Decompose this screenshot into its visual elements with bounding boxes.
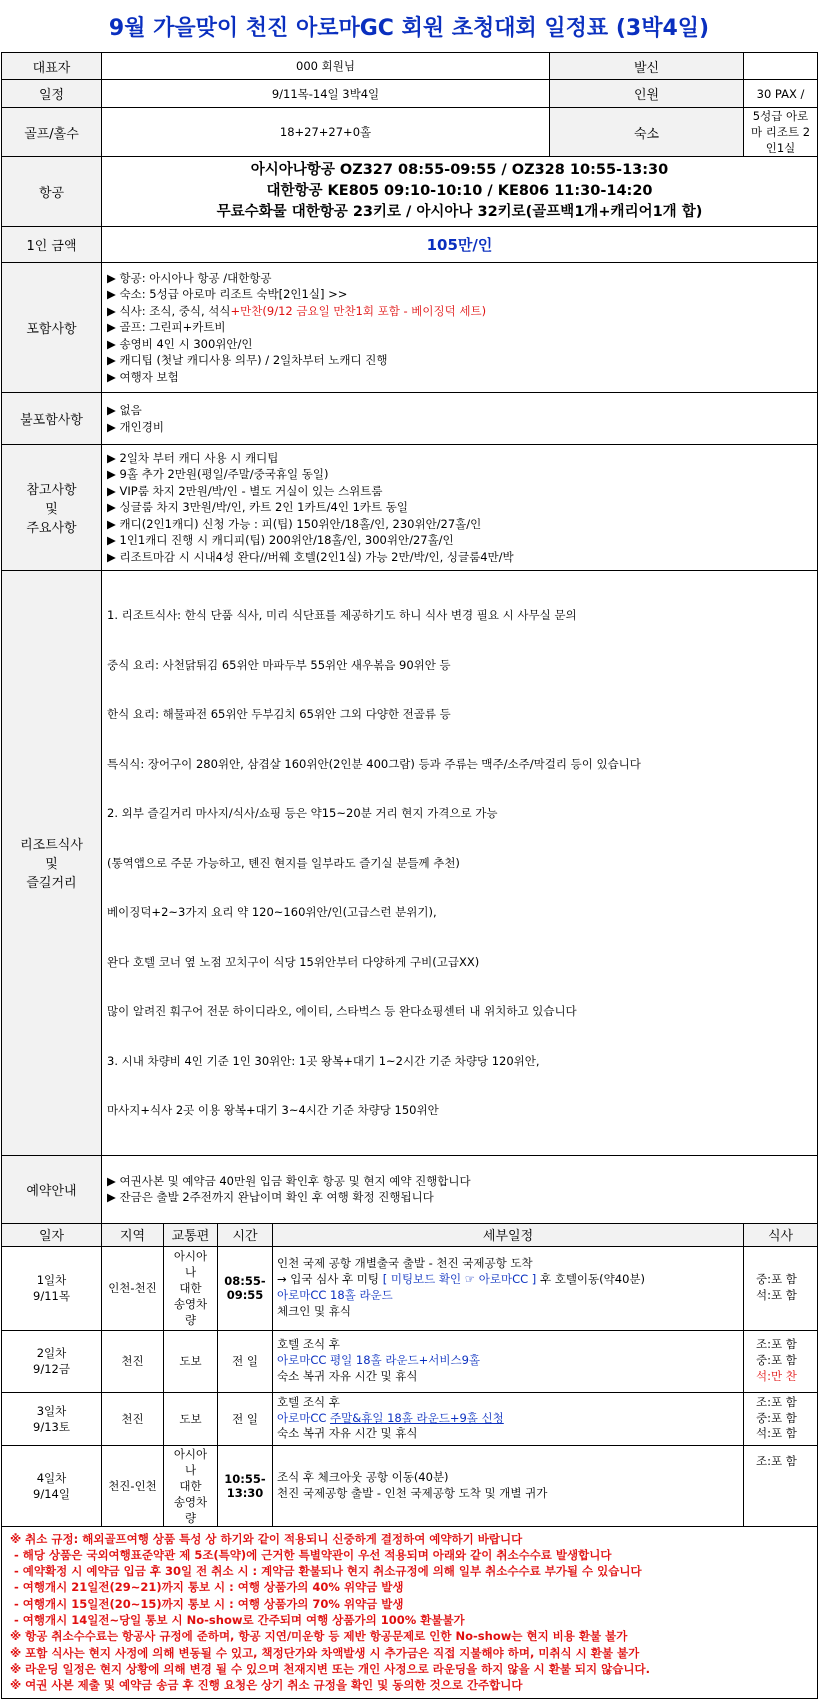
included-list xyxy=(102,263,818,393)
list-item: 2. 외부 즐길거리 마사지/식사/쇼핑 등은 약15~20분 거리 현지 가격으로 가능 xyxy=(107,806,498,820)
meal-cell: 중:포 함 석:포 함 xyxy=(744,1246,818,1330)
flight-info xyxy=(102,157,818,227)
list-item: ▶ 캐디(2인1캐디) 신청 가능 : 피(팁) 150위안/18홀/인, 230위안/27홀/인 xyxy=(107,516,482,531)
list-item: ▶ 9홀 추가 2만원(평일/주말/중국휴일 동일) xyxy=(107,467,329,482)
meal-cell: 조:포 함 중:포 함 석:만 찬 xyxy=(744,1330,818,1392)
list-item: 마사지+식사 2곳 이용 왕복+대기 3~4시간 기준 차량당 150위안 xyxy=(107,1103,439,1117)
info-row-representative xyxy=(2,53,818,80)
cancellation-notes xyxy=(2,1526,818,1698)
day-cell: 4일차 9/14일 xyxy=(2,1445,102,1526)
time-cell: 10:55- 13:30 xyxy=(218,1445,273,1526)
dinner-note: +만찬(9/12 금요일 만찬1회 포함 - 베이징덕 세트) xyxy=(230,303,487,318)
hotel-value: 5성급 아로마 리조트 2인1실 xyxy=(744,108,818,157)
list-item: ▶ 여행자 보험 xyxy=(107,369,179,384)
list-item: ▶ 여권사본 및 예약금 40만원 입금 확인후 항공 및 현지 예약 진행합니다 xyxy=(107,1173,471,1188)
reference-label: 참고사항 및 주요사항 xyxy=(2,445,102,571)
list-item: 베이징덕+2~3가지 요리 약 120~160위안/인(고급스런 분위기), xyxy=(107,905,437,919)
people-value: 30 PAX / xyxy=(744,80,818,108)
resort-label: 리조트식사 및 즐길거리 xyxy=(2,571,102,1156)
list-item: ▶ 잔금은 출발 2주전까지 완납이며 확인 후 여행 확정 진행됩니다 xyxy=(107,1190,434,1204)
list-item: ▶ 항공: 아시아나 항공 /대한항공 xyxy=(107,270,272,285)
list-item: ▶ 개인경비 xyxy=(107,419,164,434)
header-transport: 교통편 xyxy=(164,1223,218,1246)
booking-row xyxy=(2,1155,818,1223)
list-item: ▶ VIP룸 차지 2만원/박/인 - 별도 거실이 있는 스위트룸 xyxy=(107,483,383,498)
schedule-value: 9/11목-14일 3박4일 xyxy=(102,80,550,108)
flight-line-baggage: 무료수화물 대한항공 23키로 / 아시아나 32키로(골프백1개+캐리어1개 합) xyxy=(216,204,703,220)
info-row-golf xyxy=(2,108,818,157)
list-item: 1. 리조트식사: 한식 단품 식사, 미리 식단표를 제공하기도 하니 식사 변경 필요 시 사무실 문의 xyxy=(107,608,577,622)
list-item: ▶ 2일차 부터 캐디 사용 시 캐디팁 xyxy=(107,450,279,465)
note-line: - 여행개시 15일전(20~15)까지 통보 시 : 여행 상품가의 70% 위약금 발생 xyxy=(10,1596,404,1611)
sender-value xyxy=(744,53,818,80)
time-cell: 08:55- 09:55 xyxy=(218,1246,273,1330)
transport-cell: 도보 xyxy=(164,1392,218,1445)
note-line: - 예약확정 시 예약금 입금 후 30일 전 취소 시 : 계약금 환불되나 현지 취소규정에 의해 일부 취소수수료 부가될 수 있습니다 xyxy=(10,1564,642,1579)
transport-cell: 아시아나 대한 송영차량 xyxy=(164,1445,218,1526)
flight-line-asiana: 아시아나항공 OZ327 08:55-09:55 / OZ328 10:55-13:30 xyxy=(250,162,669,178)
region-cell: 천진-인천 xyxy=(102,1445,164,1526)
list-item: 완다 호텔 코너 옆 노점 꼬치구이 식당 15위안부터 다양하게 구비(고급XX) xyxy=(107,954,480,969)
list-item: ▶ 숙소: 5성급 아로마 리조트 숙박[2인1실] >> xyxy=(107,287,348,302)
list-item: ▶ 1인1캐디 진행 시 캐디피(팁) 200위안/18홀/인, 300위안/27홀/인 xyxy=(107,533,454,548)
price-label: 1인 금액 xyxy=(2,227,102,263)
list-item: (통역앱으로 주문 가능하고, 톈진 현지를 일부라도 즐기실 분들께 추천) xyxy=(107,855,460,870)
hotel-label: 숙소 xyxy=(550,108,744,157)
golf-value: 18+27+27+0홀 xyxy=(102,108,550,157)
schedule-header-row xyxy=(2,1223,818,1246)
excluded-list xyxy=(102,393,818,445)
booking-list xyxy=(102,1155,818,1223)
list-item: ▶ 없음 xyxy=(107,403,142,417)
page-title: 9월 가을맞이 천진 아로마GC 회원 초청대회 일정표 (3박4일) xyxy=(108,15,710,41)
detail-cell: 조식 후 체크아웃 공항 이동(40분) 천진 국제공항 출발 - 인천 국제공항 도착 및 개별 귀가 xyxy=(273,1445,744,1526)
flight-line-korean-air: 대한항공 KE805 09:10-10:10 / KE806 11:30-14:20 xyxy=(266,183,653,199)
list-item: ▶ 캐디팁 (첫날 캐디사용 의무) / 2일차부터 노캐디 진행 xyxy=(107,353,388,368)
schedule-row-day4 xyxy=(2,1445,818,1526)
schedule-label: 일정 xyxy=(2,80,102,108)
note-line: - 여행개시 21일전(29~21)까지 통보 시 : 여행 상품가의 40% 위약금 발생 xyxy=(10,1580,404,1595)
header-time: 시간 xyxy=(218,1223,273,1246)
list-item: 3. 시내 차량비 4인 기준 1인 30위안: 1곳 왕복+대기 1~2시간 기준 차량당 120위안, xyxy=(107,1053,540,1068)
included-label: 포함사항 xyxy=(2,263,102,393)
header-date: 일자 xyxy=(2,1223,102,1246)
flight-row xyxy=(2,157,818,227)
time-cell: 전 일 xyxy=(218,1330,273,1392)
note-line: ※ 취소 규정: 해외골프여행 상품 특성 상 하기와 같이 적용되니 신중하게 결정하여 예약하기 바랍니다 xyxy=(10,1531,523,1546)
detail-cell: 호텔 조식 후 아로마CC 주말&휴일 18홀 라운드+9홀 신청 숙소 복귀 자유 시간 및 휴식 xyxy=(273,1392,744,1445)
header-detail: 세부일정 xyxy=(273,1223,744,1246)
meeting-board-note: [ 미팅보드 확인 ☞ 아로마CC ] xyxy=(382,1272,537,1287)
header-meal: 식사 xyxy=(744,1223,818,1246)
notes-row xyxy=(2,1526,818,1698)
meal-cell: 조:포 함 중:포 함 석:포 함 xyxy=(744,1392,818,1445)
schedule-row-day3 xyxy=(2,1392,818,1445)
day-cell: 3일차 9/13토 xyxy=(2,1392,102,1445)
people-label: 인원 xyxy=(550,80,744,108)
list-item-meals: ▶ 식사: 조식, 중식, 석식+만찬(9/12 금요일 만찬1회 포함 - 베이징덕 세트) xyxy=(107,303,487,318)
rep-value: 000 회원님 xyxy=(102,53,550,80)
list-item: ▶ 송영비 4인 시 300위안/인 xyxy=(107,336,253,351)
note-line: ※ 포함 식사는 현지 사정에 의해 변동될 수 있고, 책정단가와 차액발생 시 추가금은 직접 지불해야 하며, 미취식 시 환불 불가 xyxy=(10,1645,640,1660)
transport-cell: 도보 xyxy=(164,1330,218,1392)
reference-row xyxy=(2,445,818,571)
note-line: - 해당 상품은 국외여행표준약관 제 5조(특약)에 근거한 특별약관이 우선 적용되며 아래와 같이 취소수수료 발생합니다 xyxy=(10,1547,612,1562)
list-item: 한식 요리: 해물파전 65위안 두부김치 65위안 그외 다양한 전골류 등 xyxy=(107,707,451,721)
list-item: 특식식: 장어구이 280위안, 삼겹살 160위안(2인분 400그람) 등과 주류는 맥주/소주/막걸리 등이 있습니다 xyxy=(107,756,641,771)
day-cell: 2일차 9/12금 xyxy=(2,1330,102,1392)
meal-cell: 조:포 함 xyxy=(744,1445,818,1526)
resort-row xyxy=(2,571,818,1156)
reference-list xyxy=(102,445,818,571)
booking-label: 예약안내 xyxy=(2,1155,102,1223)
note-line: ※ 항공 취소수수료는 항공사 규정에 준하며, 항공 지연/미운항 등 제반 항공문제로 인한 No-show는 현지 비용 환불 불가 xyxy=(10,1629,628,1644)
schedule-row-day2 xyxy=(2,1330,818,1392)
header-region: 지역 xyxy=(102,1223,164,1246)
list-item: ▶ 싱글룸 차지 3만원/박/인, 카트 2인 1카트/4인 1카트 동일 xyxy=(107,500,409,515)
transport-cell: 아시아나 대한 송영차량 xyxy=(164,1246,218,1330)
day-cell: 1일차 9/11목 xyxy=(2,1246,102,1330)
sender-label: 발신 xyxy=(550,53,744,80)
list-item: 중식 요리: 사천닭튀김 65위안 마파두부 55위안 새우볶음 90위안 등 xyxy=(107,657,451,672)
list-item: ▶ 골프: 그린피+카트비 xyxy=(107,320,226,335)
rep-label: 대표자 xyxy=(2,53,102,80)
time-cell: 전 일 xyxy=(218,1392,273,1445)
price-value: 105만/인 xyxy=(102,227,818,263)
price-row xyxy=(2,227,818,263)
list-item: 많이 알려진 훠구어 전문 하이디라오, 에이티, 스타벅스 등 완다쇼핑센터 내 위치하고 있습니다 xyxy=(107,1004,577,1018)
itinerary-table xyxy=(1,52,818,1699)
region-cell: 인천-천진 xyxy=(102,1246,164,1330)
golf-label: 골프/홀수 xyxy=(2,108,102,157)
region-cell: 천진 xyxy=(102,1330,164,1392)
note-line: - 여행개시 14일전~당일 통보 시 No-show로 간주되며 여행 상품가의 100% 환불불가 xyxy=(10,1613,465,1627)
list-item: ▶ 리조트마감 시 시내4성 완다//버웨 호텔(2인1실) 가능 2만/박/인, 싱글룸4만/박 xyxy=(107,549,514,564)
note-line: ※ 여권 사본 제출 및 예약금 송금 후 진행 요청은 상기 취소 규정을 확인 및 동의한 것으로 간주합니다 xyxy=(10,1678,523,1693)
excluded-label: 불포함사항 xyxy=(2,393,102,445)
detail-cell: 호텔 조식 후 아로마CC 평일 18홀 라운드+서비스9홀 숙소 복귀 자유 시간 및 휴식 xyxy=(273,1330,744,1392)
info-row-schedule xyxy=(2,80,818,108)
resort-list xyxy=(102,571,818,1156)
excluded-row xyxy=(2,393,818,445)
region-cell: 천진 xyxy=(102,1392,164,1445)
included-row xyxy=(2,263,818,393)
schedule-row-day1 xyxy=(2,1246,818,1330)
flight-label: 항공 xyxy=(2,157,102,227)
note-line: ※ 라운딩 일정은 현지 상황에 의해 변경 될 수 있으며 천재지변 또는 개인 사정으로 라운딩을 하지 않을 시 환불 되지 않습니다. xyxy=(10,1661,650,1676)
detail-cell: 인천 국제 공항 개별출국 출발 - 천진 국제공항 도착 → 입국 심사 후 미팅 [ 미팅보드 확인 ☞ 아로마CC ] 후 호텔이동(약40분) 아로마CC 18홀 라운드 체크인 및 휴식 xyxy=(273,1246,744,1330)
